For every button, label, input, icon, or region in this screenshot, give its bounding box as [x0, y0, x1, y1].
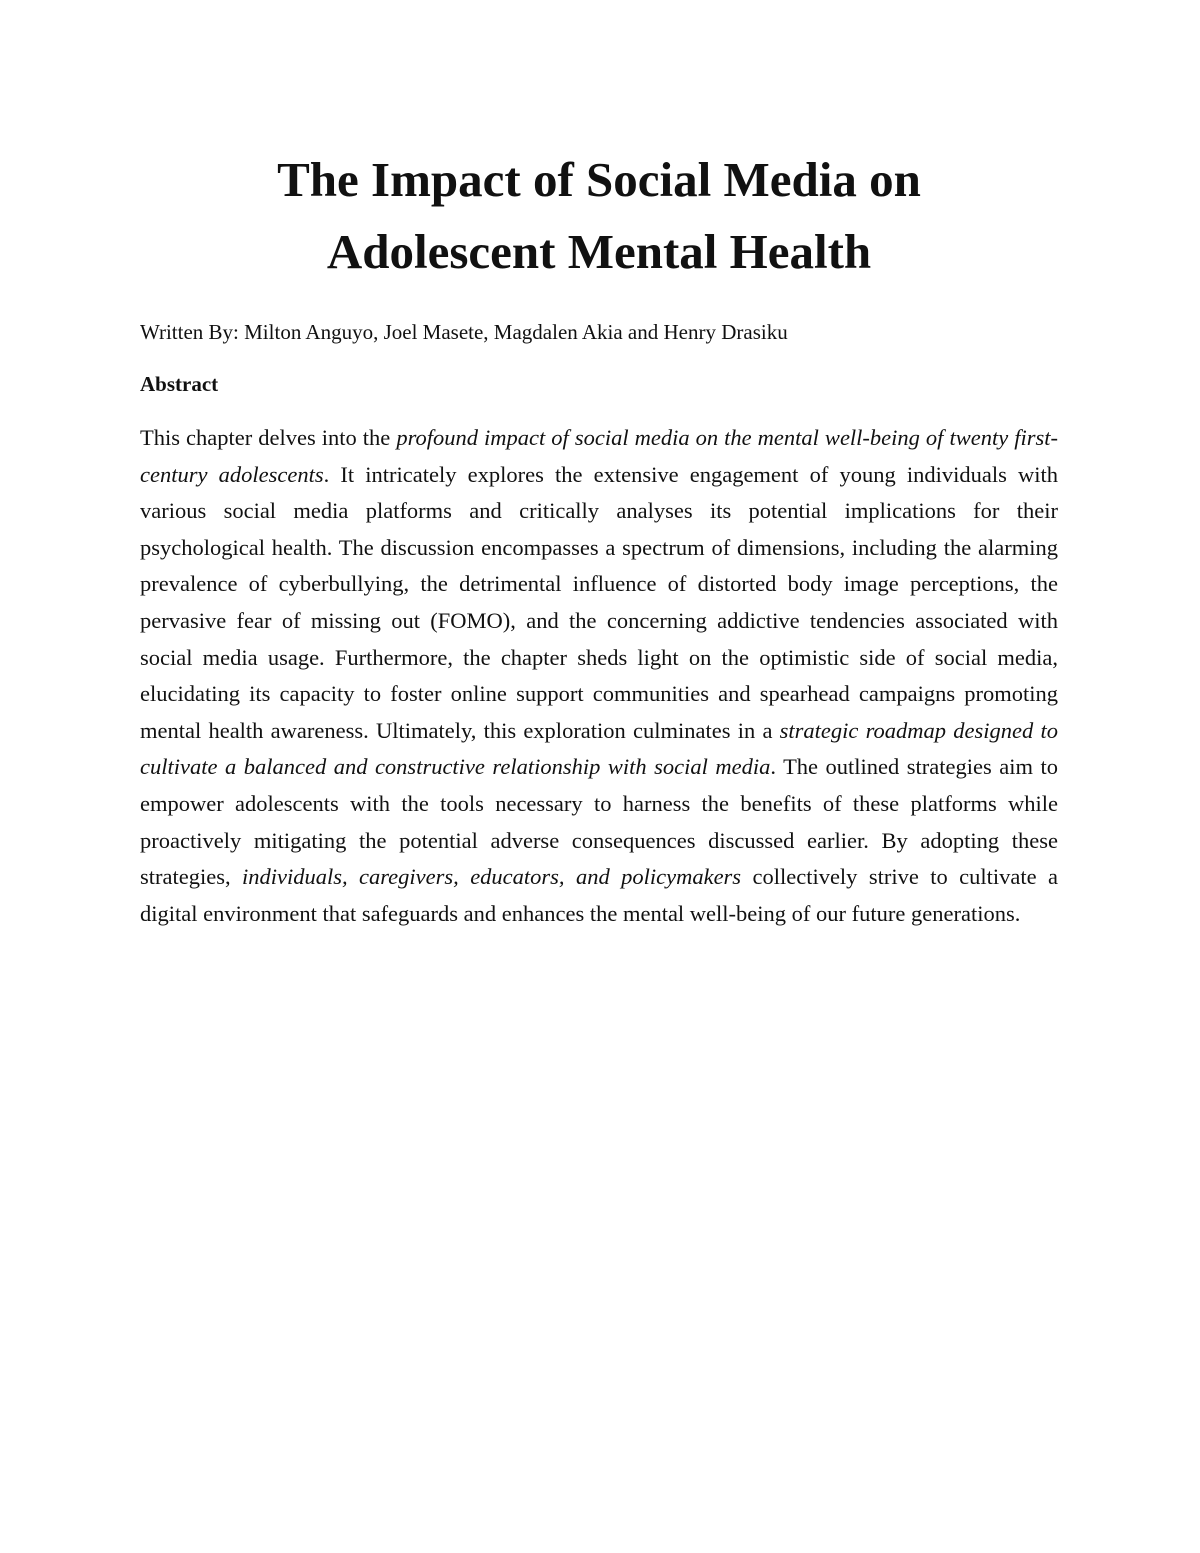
abstract-text: . The outlined strategies aim to empower adolescents with the tools necessary to harness the benefits of these platforms while proactively mitigating the potential adverse consequences discussed earlier. By adopting these strategies, [140, 754, 1059, 890]
title-line-1: The Impact of Social Media on [277, 152, 921, 207]
abstract-text: This chapter delves into the [140, 425, 397, 450]
abstract-heading: Abstract [140, 372, 219, 396]
abstract-text: . It intricately explores the extensive engagement of young individuals with various social media platforms and critically analyses its potential implications for their psychological health. The discussion encompasses a spectrum of dimensions, including the alarming prevalence of cyberbullying, the detrimental influence of distorted body image perceptions, the pervasive fear of missing out (FOMO), and the concerning addictive tendencies associated with social media usage. Furthermore, the chapter sheds light on the optimistic side of social media, elucidating its capacity to foster online support communities and spearhead campaigns promoting mental health awareness. Ultimately, this exploration culminates in a [140, 461, 1058, 743]
abstract-body [140, 420, 1058, 932]
abstract-emphasis: profound impact of social media on the mental well-being of twenty first-century adolescents [140, 425, 1058, 487]
abstract-emphasis: strategic roadmap designed to cultivate a balanced and constructive relationship with social media [140, 717, 1059, 780]
abstract-text: collectively strive to cultivate a digital environment that safeguards and enhances the mental well-being of our future generations. [140, 864, 1058, 926]
author-line: Written By: Milton Anguyo, Joel Masete, Magdalen Akia and Henry Drasiku [140, 320, 788, 344]
document-page [140, 0, 1058, 1553]
title-line-2: Adolescent Mental Health [326, 224, 872, 279]
page-title [140, 144, 1058, 288]
abstract-emphasis: individuals, caregivers, educators, and policymakers [242, 864, 742, 890]
